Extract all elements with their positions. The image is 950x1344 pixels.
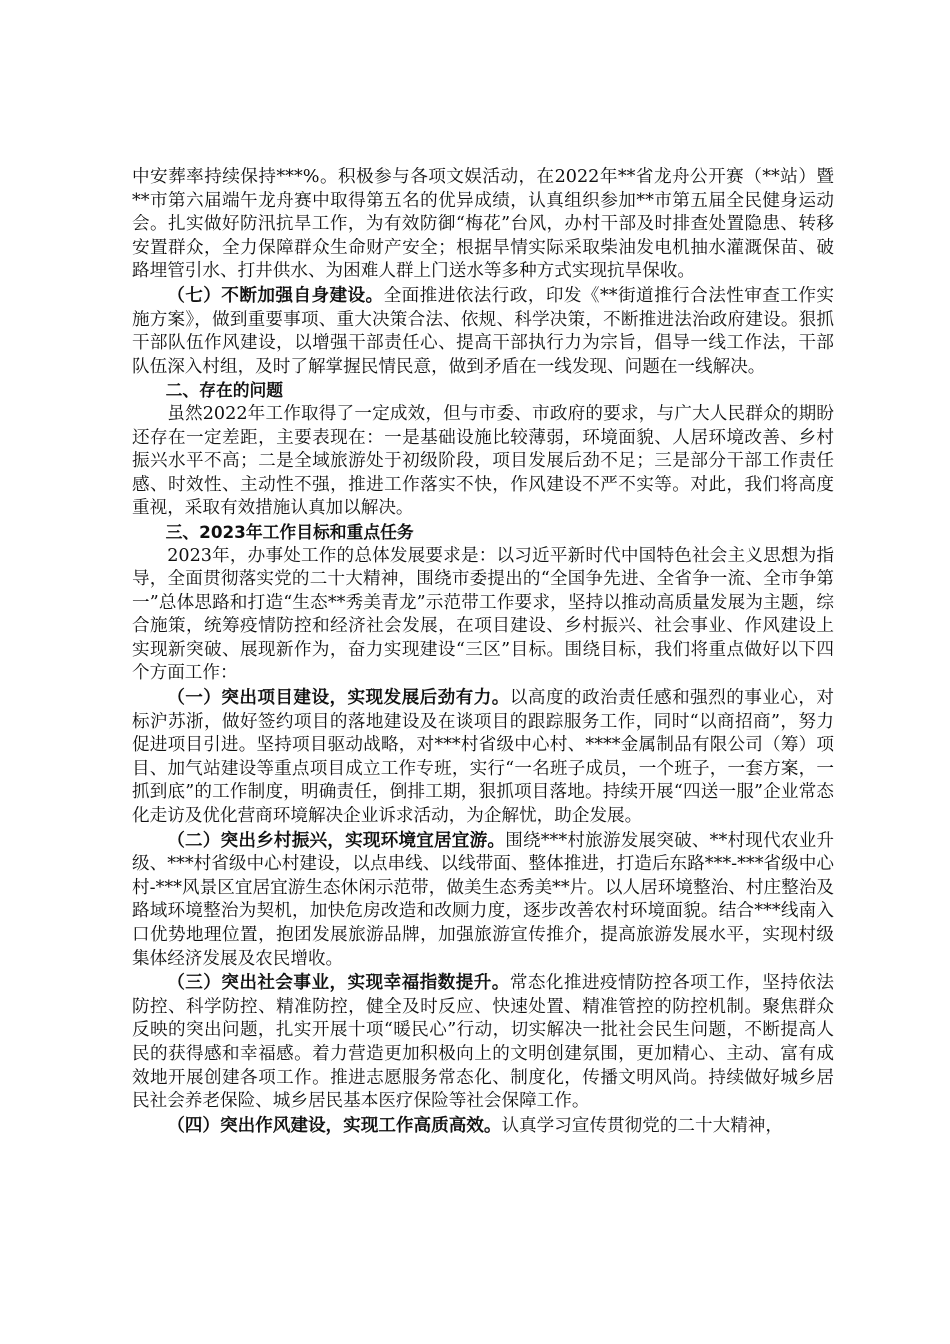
section-heading-problems: 二、存在的问题 xyxy=(165,380,284,401)
paragraph-text: 2023年，办事处工作的总体发展要求是：以习近平新时代中国特色社会主义思想为指导，全面贯彻落实党的二十大精神，围绕市委提出的“全国争先进、全省争一流、全市争第一”总体思路和打造“生态**秀美青龙”示范带工作要求，坚持以推动高质量发展为主题，综合施策，统筹疫情防控和经济社会发展，在项目建设、乡村振兴、社会事业、作风建设上实现新突破、展现新作为，奋力实现建设“三区”目标。围绕目标，我们将重点做好以下四个方面工作： xyxy=(132,545,834,684)
document-page xyxy=(132,166,834,1138)
paragraph-text: 以高度的政治责任感和强烈的事业心，对标沪苏浙，做好签约项目的落地建设及在谈项目的跟踪服务工作，同时“以商招商”，努力促进项目引进。坚持项目驱动战略，对***村省级中心村、****金属制品有限公司（筹）项目、加气站建设等重点项目成立工作专班，实行“一名班子成员，一个班子，一套方案，一抓到底”的工作制度，明确责任，倒排工期，狠抓项目落地。持续开展“四送一服”企业常态化走访及优化营商环境解决企业诉求活动，为企解忧，助企发展。 xyxy=(132,688,834,827)
paragraph-text: 围绕***村旅游发展突破、**村现代农业升级、***村省级中心村建设，以点串线、以线带面、整体推进，打造后东路***-***省级中心村-***风景区宜居宜游生态休闲示范带，做美生态秀美**片。以人居环境整治、村庄整治及路域环境整治为契机，加快危房改造和改厕力度，逐步改善农村环境面貌。结合***线南入口优势地理位置，抱团发展旅游品牌，加强旅游宣传推介，提高旅游发展水平，实现村级集体经济发展及农民增收。 xyxy=(132,830,834,969)
paragraph-text: 中安葬率持续保持***%。积极参与各项文娱活动，在2022年**省龙舟公开赛（**站）暨**市第六届端午龙舟赛中取得第五名的优异成绩，认真组织参加**市第五届全民健身运动会。扎实做好防汛抗旱工作，为有效防御“梅花”台风，办村干部及时排查处置隐患、转移安置群众，全力保障群众生命财产安全；根据旱情实际采取柴油发电机抽水灌溉保苗、破路埋管引水、打井供水、为困难人群上门送水等多种方式实现抗旱保收。 xyxy=(132,167,834,282)
paragraph-work-style xyxy=(132,1114,834,1139)
paragraph-problems xyxy=(132,403,834,521)
paragraph-text: 认真学习宣传贯彻党的二十大精神， xyxy=(501,1115,783,1136)
paragraph-project-construction xyxy=(132,686,834,829)
section-heading-goals-2023: 三、2023年工作目标和重点任务 xyxy=(165,521,414,542)
section-lead-four: （四）突出作风建设，实现工作高质高效。 xyxy=(167,1114,502,1136)
section-lead-one: （一）突出项目建设，实现发展后劲有力。 xyxy=(167,687,510,709)
paragraph-text: 常态化推进疫情防控各项工作，坚持依法防控、科学防控、精准防控，健全及时反应、快速处置、精准管控的防控机制。聚焦群众反映的突出问题，扎实开展十项“暖民心”行动，切实解决一批社会民生问题，不断提高人民的获得感和幸福感。着力营造更加积极向上的文明创建氛围，更加精心、主动、富有成效地开展创建各项工作。推进志愿服务常态化、制度化，传播文明风尚。持续做好城乡居民社会养老保险、城乡居民基本医疗保险等社会保障工作。 xyxy=(132,973,834,1112)
paragraph-funeral-and-drought xyxy=(132,166,834,284)
paragraph-self-construction xyxy=(132,284,834,379)
paragraph-overall-requirements xyxy=(132,545,834,687)
section-lead-two: （二）突出乡村振兴，实现环境宜居宜游。 xyxy=(167,829,506,851)
paragraph-social-undertakings xyxy=(132,971,834,1114)
paragraph-text: 全面推进依法行政，印发《**街道推行合法性审查工作实施方案》，做到重要事项、重大决策合法、依规、科学决策，不断推进法治政府建设。狠抓干部队伍作风建设，以增强干部责任心、提高干部执行力为宗旨，倡导一线工作法，干部队伍深入村组，及时了解掌握民情民意，做到矛盾在一线发现、问题在一线解决。 xyxy=(132,285,834,377)
section-lead-seven: （七）不断加强自身建设。 xyxy=(167,284,384,306)
section-lead-three: （三）突出社会事业，实现幸福指数提升。 xyxy=(167,972,510,994)
paragraph-text: 虽然2022年工作取得了一定成效，但与市委、市政府的要求，与广大人民群众的期盼还存在一定差距，主要表现在：一是基础设施比较薄弱，环境面貌、人居环境改善、乡村振兴水平不高；二是全域旅游处于初级阶段，项目发展后劲不足；三是部分干部工作责任感、时效性、主动性不强，推进工作落实不快，作风建设不严不实等。对此，我们将高度重视，采取有效措施认真加以解决。 xyxy=(132,403,834,519)
paragraph-rural-revitalization xyxy=(132,829,834,972)
